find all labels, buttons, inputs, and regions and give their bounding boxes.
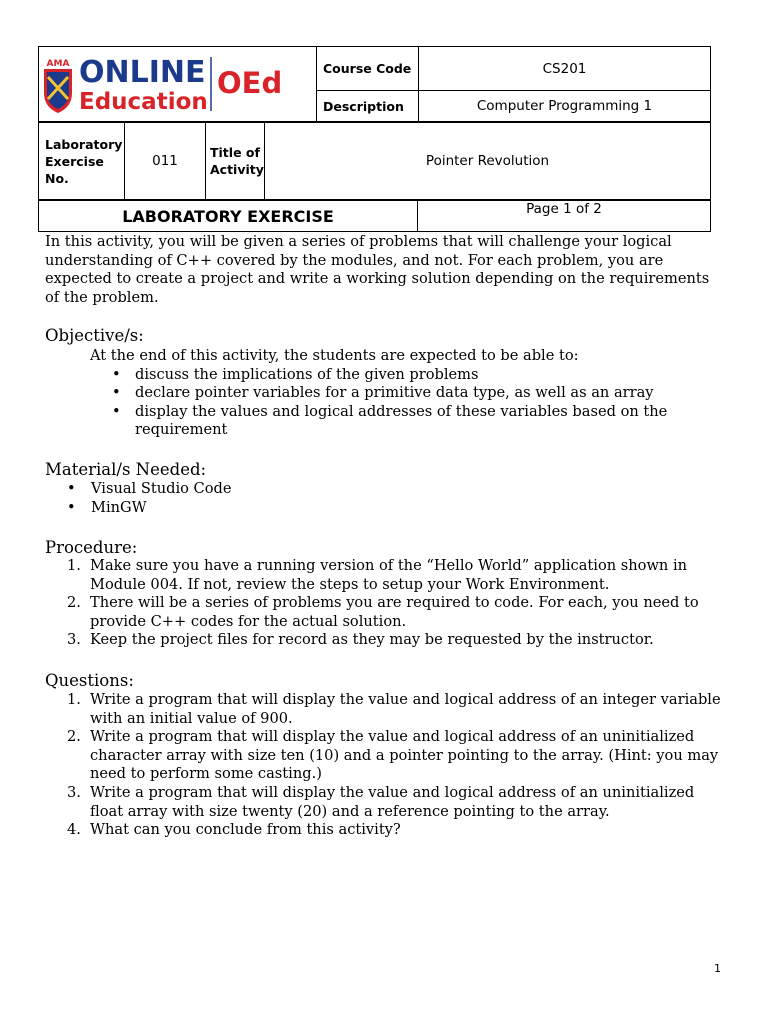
course-code-value: CS201	[419, 47, 711, 91]
ama-crest-icon	[44, 59, 72, 113]
page-number: 1	[714, 962, 721, 975]
svg-text:AMA: AMA	[46, 59, 70, 69]
procedure-section	[45, 557, 727, 650]
title-value: Pointer Revolution	[265, 123, 711, 200]
materials-heading: Material/s Needed:	[45, 460, 207, 479]
lab-exercise-label: Laboratory Exercise No.	[39, 123, 125, 200]
list-item: 1. Write a program that will display the value and logical address of an integer variable with an initial value of 900.	[67, 691, 721, 727]
description-label: Description	[317, 91, 419, 122]
procedure-heading: Procedure:	[45, 538, 138, 557]
objectives-lead: At the end of this activity, the students are expected to be able to:	[90, 347, 579, 364]
course-code-label: Course Code	[317, 47, 419, 91]
intro-paragraph: In this activity, you will be given a series of problems that will challenge your logical understanding of C++ covered by the modules, and not. For each problem, you are expected to create a project and write a working solution depending on the requirements of the problem.	[45, 233, 710, 306]
logo	[39, 47, 317, 122]
description-value: Computer Programming 1	[419, 91, 711, 122]
list-item: • discuss the implications of the given problems	[90, 366, 695, 385]
title-label: Title of Activity	[206, 123, 265, 200]
page-indicator: Page 1 of 2	[418, 201, 711, 232]
questions-section	[45, 691, 727, 840]
online-education-logo	[39, 47, 316, 121]
svg-text:Education: Education	[79, 89, 208, 115]
objectives-heading: Objective/s:	[45, 326, 144, 345]
list-item: 3. Write a program that will display the value and logical address of an uninitialized float array with size twenty (20) and a reference pointing to the array.	[67, 783, 695, 820]
list-item: 1. Make sure you have a running version of the “Hello World” application shown in Module 004. If not, review the steps to setup your Work Environment.	[67, 557, 688, 593]
list-item: 4. What can you conclude from this activity?	[67, 821, 401, 839]
materials-section	[45, 480, 725, 517]
list-item: 2. There will be a series of problems you are required to code. For each, you need to provide C++ codes for the actual solution.	[67, 594, 699, 630]
lab-exercise-value: 011	[125, 123, 206, 200]
svg-text:ONLINE: ONLINE	[79, 55, 206, 90]
list-item: • declare pointer variables for a primitive data type, as well as an array	[90, 384, 695, 403]
list-item: • MinGW	[45, 499, 725, 518]
svg-text:OEd: OEd	[217, 66, 283, 100]
activity-table	[38, 122, 711, 200]
list-item: 2. Write a program that will display the value and logical address of an uninitialized character array with size ten (10) and a pointer pointing to the array. (Hint: you may need to perform some casting.)	[67, 728, 719, 783]
list-item: • display the values and logical addresses of these variables based on the requirement	[90, 403, 695, 440]
exercise-table	[38, 200, 711, 232]
header-table	[38, 46, 711, 122]
objectives-list	[45, 366, 725, 440]
questions-list	[45, 691, 727, 840]
materials-list	[45, 480, 725, 517]
list-item: 3. Keep the project files for record as they may be requested by the instructor.	[67, 631, 654, 649]
exercise-title: LABORATORY EXERCISE	[39, 201, 418, 232]
procedure-list	[45, 557, 727, 650]
questions-heading: Questions:	[45, 671, 134, 690]
list-item: • Visual Studio Code	[45, 480, 725, 499]
objectives-section	[45, 347, 725, 440]
